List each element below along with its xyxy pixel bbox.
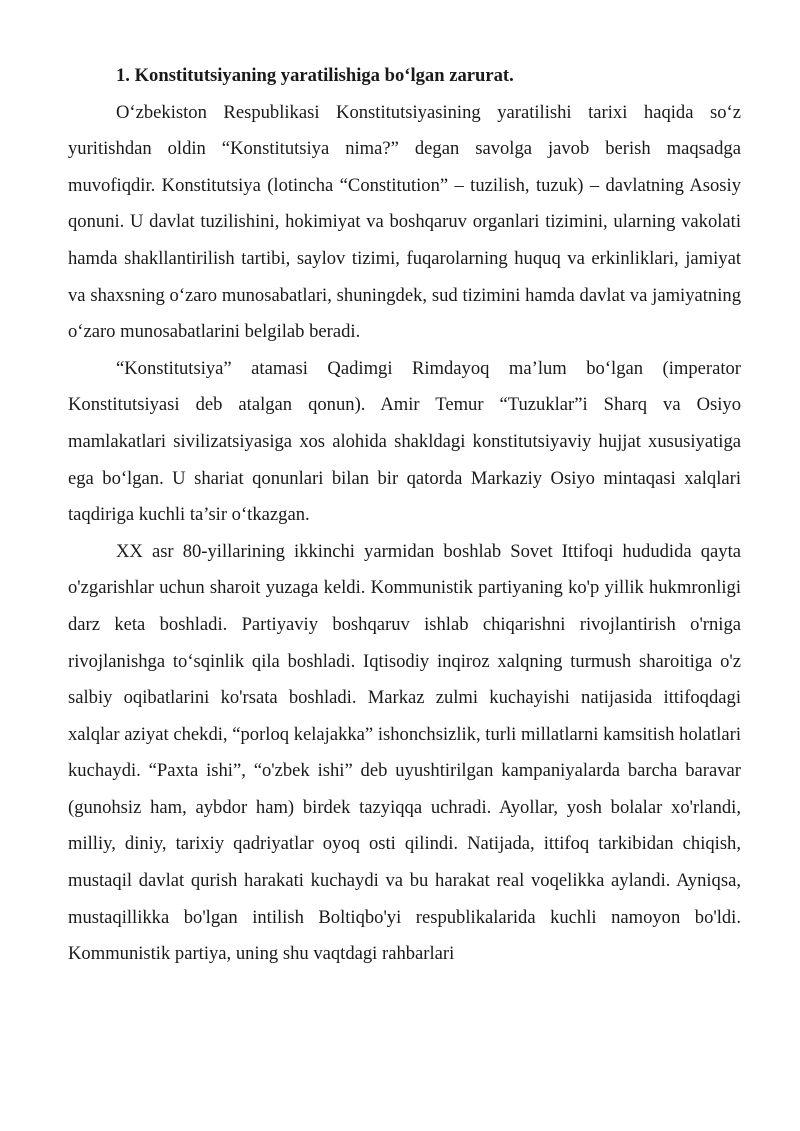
paragraph-constitution-definition: O‘zbekiston Respublikasi Konstitutsiyasining yaratilishi tarixi haqida so‘z yuritishdan oldin “Konstitutsiya nima?” degan savolga javob berish maqsadga muvofiqdir. Konstitutsiya (lotincha “Constitution” – tuzilish, tuzuk) – davlatning Asosiy qonuni. U davlat tuzilishini, hokimiyat va boshqaruv organlari tizimini, ularning vakolati hamda shakllantirilish tartibi, saylov tizimi, fuqarolarning huquq va erkinliklari, jamiyat va shaxsning o‘zaro munosabatlari, shuningdek, sud tizimini hamda davlat va jamiyatning o‘zaro munosabatlarini belgilab beradi. [68,101,741,343]
paragraph-soviet-period: XX asr 80-yillarining ikkinchi yarmidan boshlab Sovet Ittifoqi hududida qayta o'zgarishlar uchun sharoit yuzaga keldi. Kommunistik partiyaning ko'p yillik hukmronligi darz keta boshladi. Partiyaviy boshqaruv ishlab chiqarishni rivojlantirish o'rniga rivojlanishga to‘sqinlik qila boshladi. Iqtisodiy inqiroz xalqning turmush sharoitiga o'z salbiy oqibatlarini ko'rsata boshladi. Markaz zulmi kuchayishi natijasida ittifoqdagi xalqlar aziyat chekdi, “porloq kelajakka” ishonchsizlik, turli millatlarni kamsitish holatlari kuchaydi. “Paxta ishi”, “o'zbek ishi” deb uyushtirilgan kampaniyalarda barcha baravar (gunohsiz ham, aybdor ham) birdek tazyiqqa uchradi. Ayollar, yosh bolalar xo'rlandi, milliy, diniy, tarixiy qadriyatlar oyoq osti qilindi. Natijada, ittifoq tarkibidan chiqish, mustaqil davlat qurish harakati kuchaydi va bu harakat real voqelikka aylandi. Ayniqsa, mustaqillikka bo'lgan intilish Boltiqbo'yi respublikalarida kuchli namoyon bo'ldi. Kommunistik partiya, uning shu vaqtdagi rahbarlari [68,540,741,965]
section-heading: 1. Konstitutsiyaning yaratilishiga bo‘lgan zarurat. [116,65,514,86]
paragraph-term-history: “Konstitutsiya” atamasi Qadimgi Rimdayoq ma’lum bo‘lgan (imperator Konstitutsiyasi deb atalgan qonun). Amir Temur “Tuzuklar”i Sharq va Osiyo mamlakatlari sivilizatsiyasiga xos alohida shakldagi konstitutsiyaviy hujjat xususiyatiga ega bo‘lgan. U shariat qonunlari bilan bir qatorda Markaziy Osiyo mintaqasi xalqlari taqdiriga kuchli ta’sir o‘tkazgan. [68,357,741,526]
document-page [68,58,741,973]
